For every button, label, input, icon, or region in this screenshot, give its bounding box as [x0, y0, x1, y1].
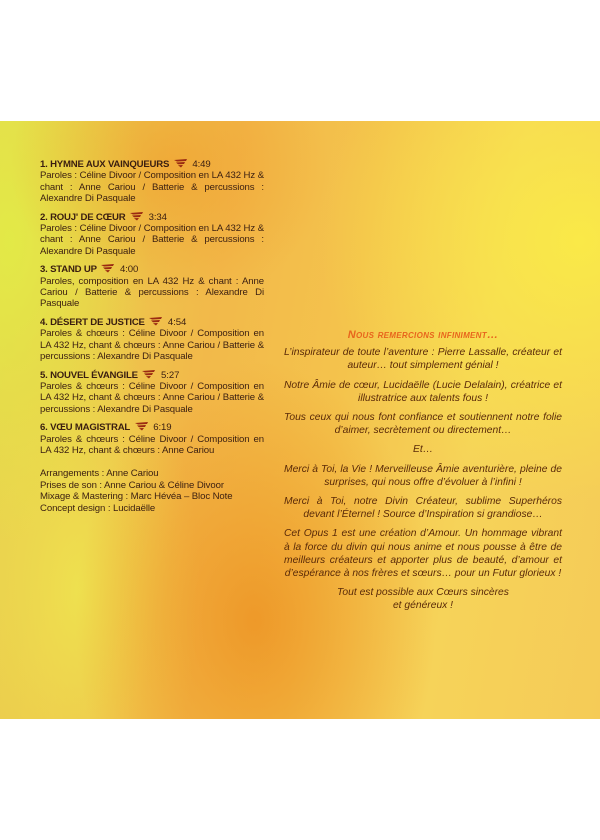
track-list: [40, 159, 264, 514]
track-item: [40, 370, 264, 416]
track-credits: Paroles : Céline Divoor / Composition en LA 432 Hz & chant : Anne Cariou / Batterie & percussions : Alexandre Di Pasquale: [40, 170, 264, 205]
booklet-page: [0, 121, 600, 719]
track-duration: 4:00: [119, 264, 139, 276]
track-title: 1. HYMNE AUX VAINQUEURS: [40, 159, 170, 170]
winged-bird-icon: [130, 212, 144, 221]
track-item: [40, 317, 264, 363]
winged-bird-icon: [142, 370, 156, 379]
track-item: [40, 212, 264, 258]
credit-line: Mixage & Mastering : Marc Hévéa – Bloc Note: [40, 491, 233, 503]
track-credits: Paroles & chœurs : Céline Divoor / Composition en LA 432 Hz, chant & chœurs : Anne Cariou / Batterie & percussions : Alexandre Di Pasquale: [40, 328, 264, 363]
track-title: 2. ROUJ' DE CŒUR: [40, 211, 126, 223]
winged-bird-icon: [101, 264, 115, 273]
track-title: 5. NOUVEL ÉVANGILE: [40, 369, 138, 381]
track-title: 3. STAND UP: [40, 264, 97, 276]
credit-line: Arrangements : Anne Cariou: [40, 468, 159, 480]
track-credits: Paroles : Céline Divoor / Composition en LA 432 Hz & chant : Anne Cariou / Batterie & percussions : Alexandre Di Pasquale: [40, 223, 264, 257]
thanks-paragraph: Notre Âmie de cœur, Lucidaëlle (Lucie Delalain), créatrice et illustratrice aux talents fous !: [284, 379, 562, 404]
track-duration: 5:27: [161, 369, 180, 381]
track-duration: 3:34: [148, 211, 167, 223]
track-credits: Paroles & chœurs : Céline Divoor / Composition en LA 432 Hz, chant & chœurs : Anne Cariou: [40, 433, 264, 456]
thanks-section: [284, 329, 562, 619]
winged-bird-icon: [174, 159, 188, 168]
thanks-heading: Nous remercions infiniment…: [347, 329, 499, 341]
thanks-paragraph: Merci à Toi, la Vie ! Merveilleuse Âmie aventurière, pleine de surprises, qui nous offre d’évoluer à l’infini !: [284, 463, 562, 488]
track-item: [40, 159, 264, 205]
thanks-paragraph: Et…: [412, 444, 434, 456]
track-item: [40, 422, 264, 456]
track-duration: 4:54: [167, 316, 187, 328]
thanks-paragraph: Tout est possible aux Cœurs sincères et généreux !: [337, 587, 509, 612]
thanks-paragraph: L’inspirateur de toute l’aventure : Pierre Lassalle, créateur et auteur… tout simplement génial !: [284, 347, 562, 372]
track-duration: 4:49: [192, 159, 211, 170]
track-credits: Paroles & chœurs : Céline Divoor / Composition en LA 432 Hz, chant & chœurs : Anne Cariou / Batterie & percussions : Alexandre Di Pasquale: [40, 380, 264, 415]
thanks-paragraph: Tous ceux qui nous font confiance et soutiennent notre folie d’aimer, secrètement ou directement…: [284, 412, 562, 437]
thanks-paragraph: Cet Opus 1 est une création d’Amour. Un hommage vibrant à la force du divin qui nous anime et nous pousse à être de meilleurs créateurs et apporter plus de beauté, d’amour et d’espérance à nos frères et sœurs… pour un Futur glorieux !: [284, 528, 562, 580]
credit-line: Prises de son : Anne Cariou & Céline Divoor: [40, 479, 224, 491]
track-duration: 6:19: [153, 422, 172, 434]
winged-bird-icon: [149, 317, 163, 326]
thanks-paragraph: Merci à Toi, notre Divin Créateur, sublime Superhéros devant l’Éternel ! Source d’Inspiration si grandiose…: [284, 496, 562, 521]
track-item: [40, 264, 264, 310]
track-title: 6. VŒU MAGISTRAL: [40, 422, 131, 434]
track-title: 4. DÉSERT DE JUSTICE: [40, 316, 145, 328]
winged-bird-icon: [135, 422, 149, 431]
track-credits: Paroles, composition en LA 432 Hz & chant : Anne Cariou / Batterie & percussions : Alexandre Di Pasquale: [40, 275, 264, 310]
production-credits: [40, 468, 264, 514]
credit-line: Concept design : Lucidaëlle: [40, 502, 156, 514]
